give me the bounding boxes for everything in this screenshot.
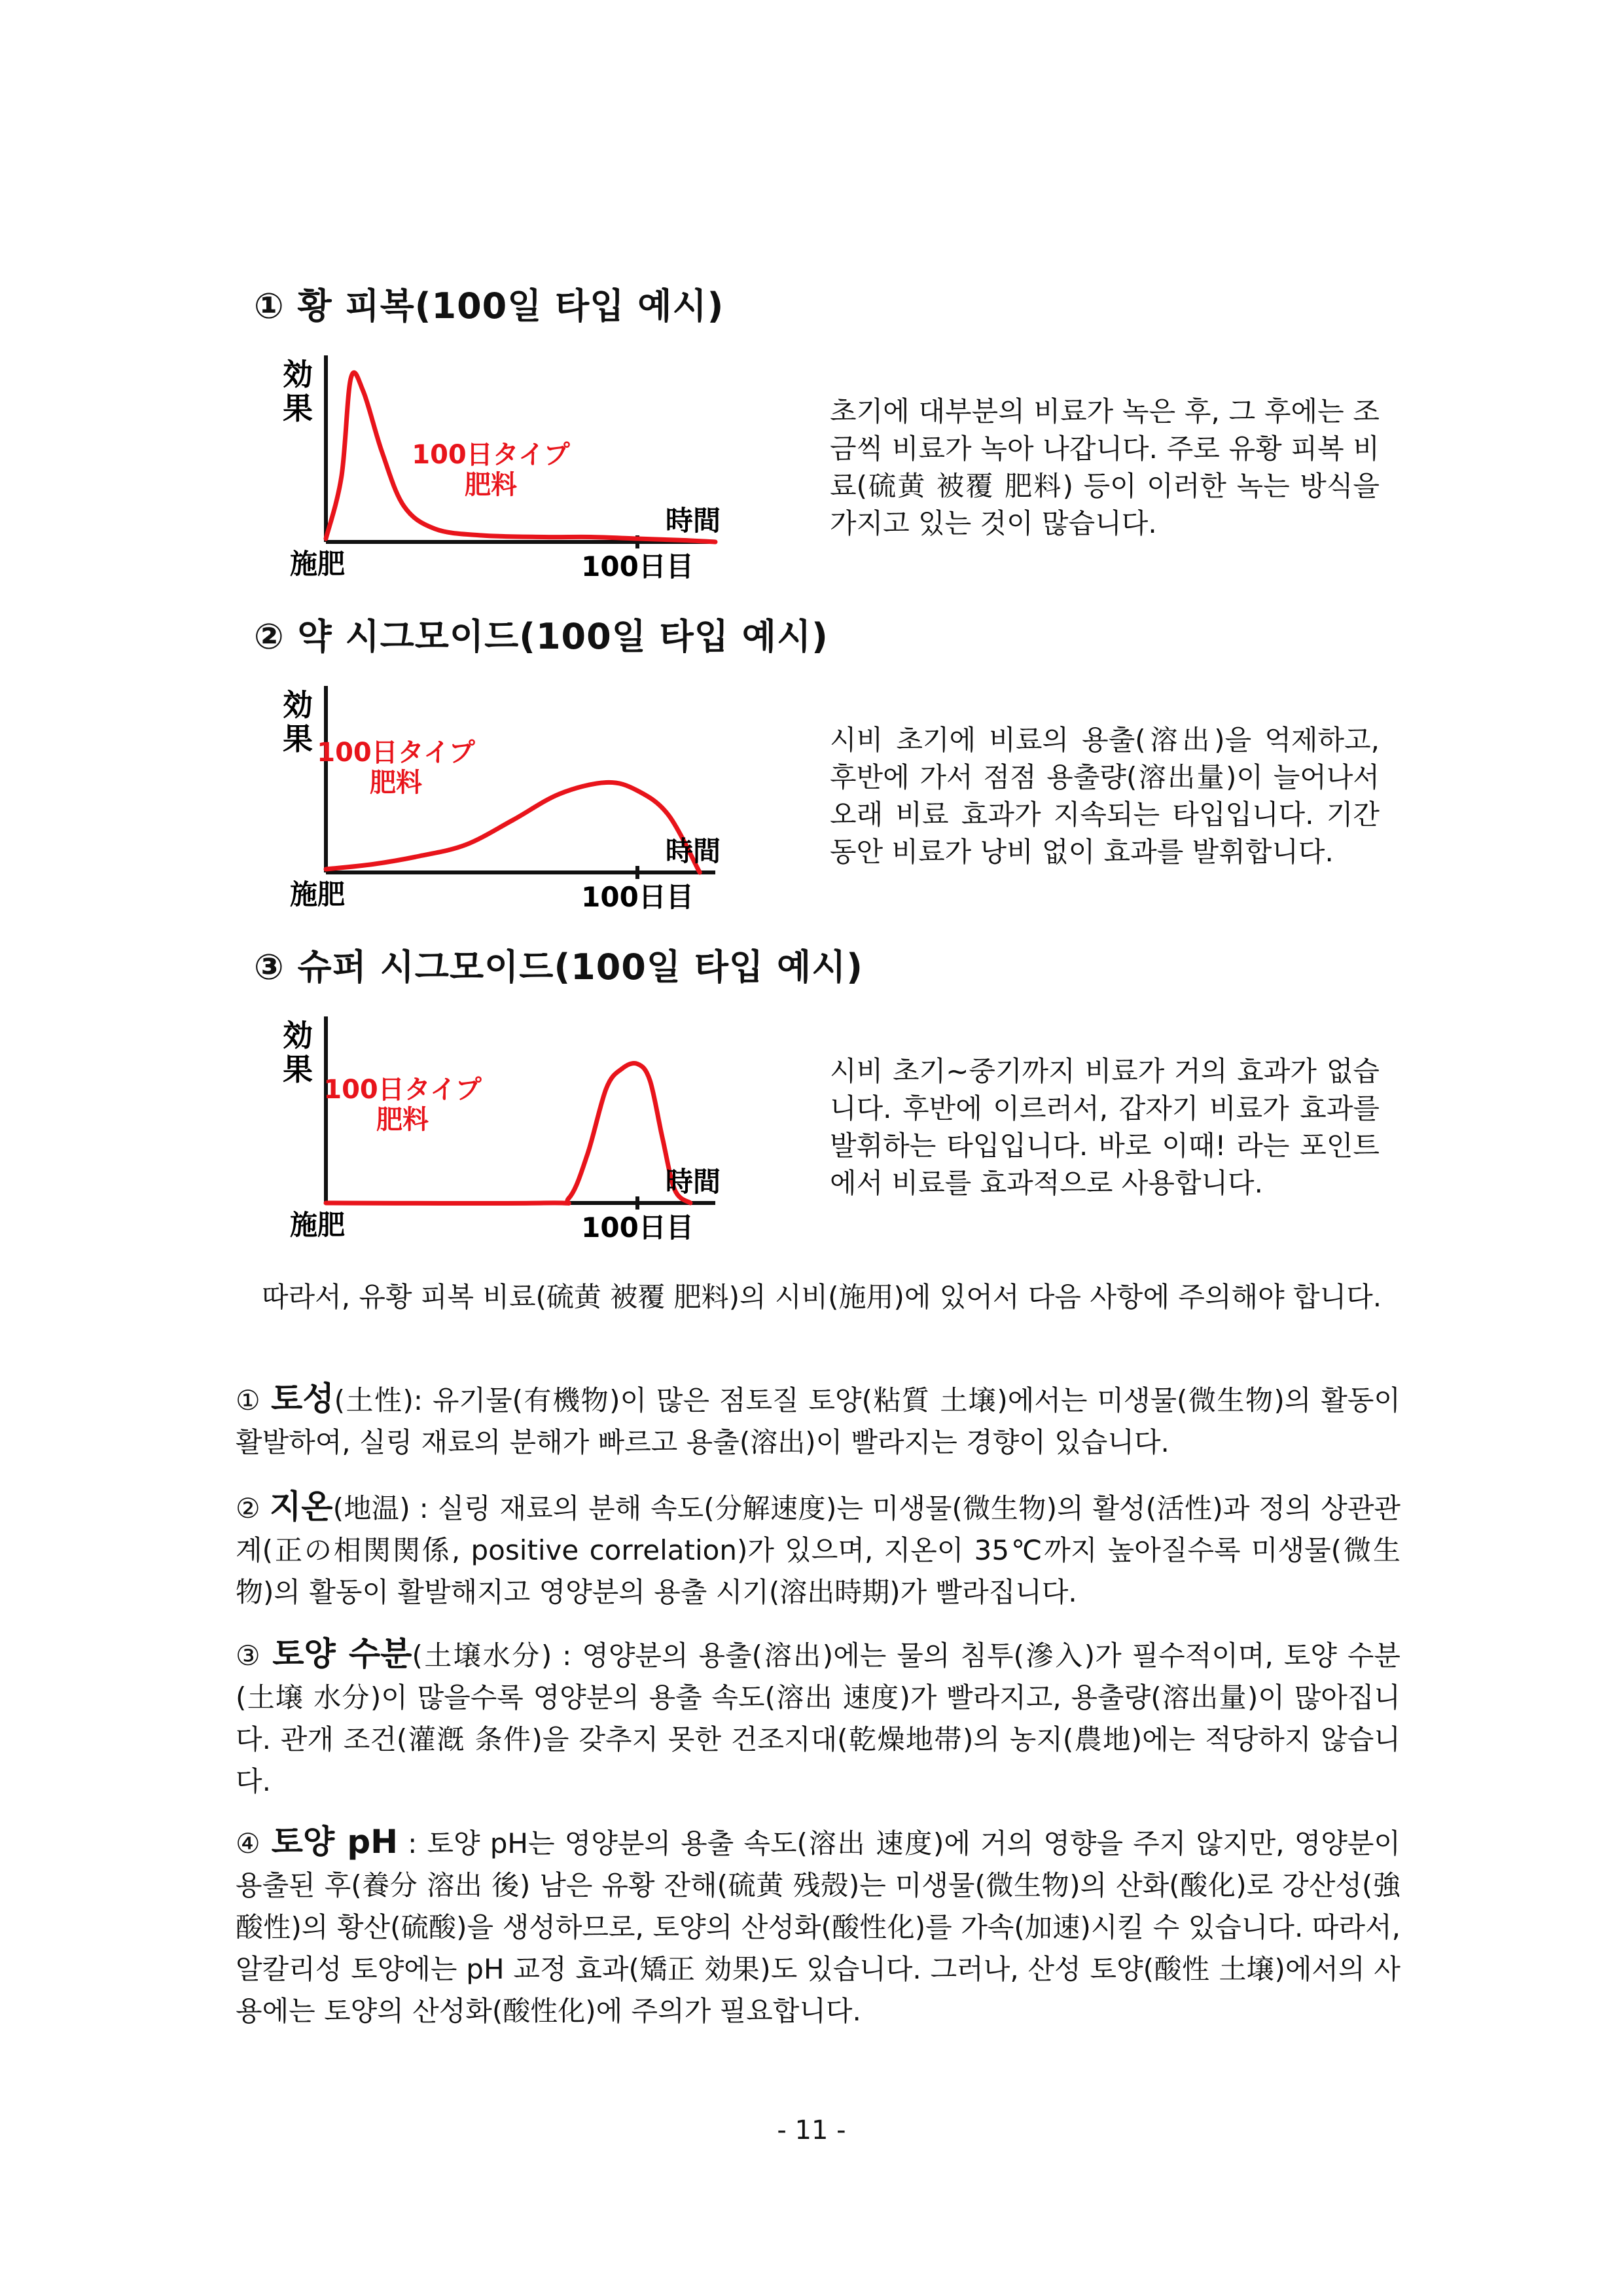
item-term: 토성 [271,1380,334,1418]
section-description-1: 초기에 대부분의 비료가 녹은 후, 그 후에는 조금씩 비료가 녹아 나갑니다. 주로 유황 피복 비료(硫黄 被覆 肥料) 등이 이러한 녹는 방식을 가지고 있는 것이 많습니다. [830,395,1380,539]
section-description-2: 시비 초기에 비료의 용출(溶出)을 억제하고, 후반에 가서 점점 용출량(溶出量)이 늘어나서 오래 비료 효과가 지속되는 타입입니다. 기간 동안 비료가 낭비 없이 효과를 발휘합니다. [830,724,1380,868]
chart-annotation: 100日タイプ [317,738,475,768]
item-term: 토양 수분 [272,1635,412,1673]
item-text: : 영양분의 용출(溶出)에는 물의 침투(滲入)가 필수적이며, 토양 수분(土壌 水分)이 많을수록 영양분의 용출 속도(溶出 速度)가 빨라지고, 용출량(溶出量)이 많아집니다. 관개 조건(灌漑 条件)을 갖추지 못한 건조지대(乾燥地帯)의 농지(農地)에는 적당하지 않습니다. [236,1640,1401,1797]
y-axis-label: 効 [283,687,313,723]
x-tick-label: 100日目 [581,881,694,913]
item-term-suffix: (地温) [332,1492,410,1524]
chart-annotation: 100日タイプ [412,440,570,470]
item-term: 지온 [269,1488,333,1526]
chart-annotation: 肥料 [465,470,517,500]
intro-paragraph: 따라서, 유황 피복 비료(硫黄 被覆 肥料)의 시비(施用)에 있어서 다음 사항에 주의해야 합니다. [262,1281,1382,1313]
item-term-suffix: (土性): [334,1384,423,1416]
item-term-suffix: (土壌水分) [412,1640,552,1672]
x-axis-label: 時間 [665,835,721,867]
x-start-label: 施肥 [289,878,346,910]
x-tick-label: 100日目 [581,1211,694,1244]
section-title-2: ② 약 시그모이드(100일 타입 예시) [254,616,829,657]
item-4 [236,1821,1400,2032]
chart-annotation: 肥料 [370,768,422,798]
item-term: 토양 pH [271,1823,399,1861]
y-axis-label: 果 [283,1052,313,1087]
chart-svg [275,346,792,583]
x-start-label: 施肥 [289,548,346,580]
chart-1 [275,346,792,583]
chart-annotation: 100日タイプ [323,1075,482,1105]
y-axis-label: 果 [283,721,313,757]
x-tick-label: 100日目 [581,550,694,583]
item-text: 유기물(有機物)이 많은 점토질 토양(粘質 土壌)에서는 미생물(微生物)의 활동이 활발하여, 실링 재료의 분해가 빠르고 용출(溶出)이 빨라지는 경향이 있습니다. [236,1384,1400,1458]
x-start-label: 施肥 [289,1209,346,1241]
page-number: - 11 - [777,2115,846,2145]
chart-annotation: 肥料 [376,1105,429,1135]
section-title-1: ① 황 피복(100일 타입 예시) [254,285,724,327]
x-axis-label: 時間 [665,505,721,537]
item-3 [236,1633,1400,1803]
section-title-3: ③ 슈퍼 시그모이드(100일 타입 예시) [254,946,863,988]
y-axis-label: 効 [283,357,313,392]
chart-svg [275,676,792,913]
item-number: ③ [236,1640,262,1672]
item-2 [236,1486,1400,1613]
y-axis-label: 効 [283,1018,313,1053]
chart-2 [275,676,792,913]
chart-svg [275,1007,792,1244]
y-axis-label: 果 [283,391,313,426]
item-text: : 토양 pH는 영양분의 용출 속도(溶出 速度)에 거의 영향을 주지 않지만, 영양분이 용출된 후(養分 溶出 後) 남은 유황 잔해(硫黄 残殻)는 미생물(微生物)의 산화(酸化)로 강산성(強酸性)의 황산(硫酸)을 생성하므로, 토양의 산성화(酸性化)를 가속(加速)시킬 수 있습니다. 따라서, 알칼리성 토양에는 pH 교정 효과(矯正 効果)도 있습니다. 그러나, 산성 토양(酸性 土壌)에서의 사용에는 토양의 산성화(酸性化)에 주의가 필요합니다. [236,1827,1400,2027]
item-number: ② [236,1492,261,1524]
chart-3 [275,1007,792,1244]
item-number: ④ [236,1827,262,1859]
section-description-3: 시비 초기~중기까지 비료가 거의 효과가 없습니다. 후반에 이르러서, 갑자기 비료가 효과를 발휘하는 타입입니다. 바로 이때! 라는 포인트에서 비료를 효과적으로 사용합니다. [830,1055,1380,1199]
item-text: : 실링 재료의 분해 속도(分解速度)는 미생물(微生物)의 활성(活性)과 정의 상관관계(正の相関関係, positive correlation)가 있으며, 지온이 35℃까지 높아질수록 미생물(微生物)의 활동이 활발해지고 영양분의 용출 시기(溶出時期)가 빨라집니다. [236,1492,1400,1608]
item-number: ① [236,1384,262,1416]
x-axis-label: 時間 [665,1166,721,1198]
item-1 [236,1378,1400,1463]
